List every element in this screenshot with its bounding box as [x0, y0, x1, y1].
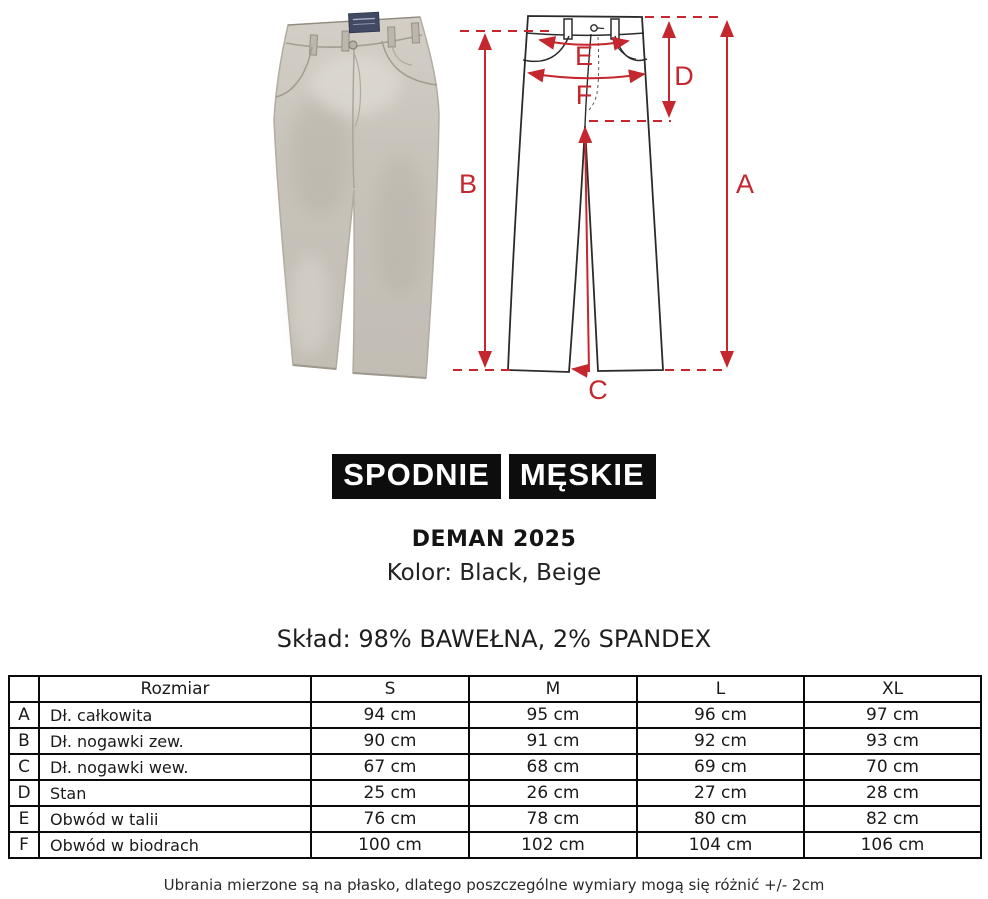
color-info: Kolor: Black, Beige	[386, 560, 602, 586]
value-cell: 104 cm	[637, 832, 804, 858]
size-table-header-row	[9, 676, 981, 702]
label-F: F	[575, 80, 593, 110]
row-name: Stan	[39, 780, 311, 806]
value-cell: 26 cm	[469, 780, 637, 806]
jeans-brand-label	[349, 12, 380, 33]
value-cell: 67 cm	[311, 754, 469, 780]
value-cell: 70 cm	[804, 754, 981, 780]
value-cell: 76 cm	[311, 806, 469, 832]
value-cell: 106 cm	[804, 832, 981, 858]
label-D: D	[674, 61, 694, 91]
value-cell: 100 cm	[311, 832, 469, 858]
header-size-xl: XL	[804, 676, 981, 702]
value-cell: 91 cm	[469, 728, 637, 754]
jeans-button	[349, 41, 357, 49]
row-name: Dł. nogawki wew.	[39, 754, 311, 780]
value-cell: 102 cm	[469, 832, 637, 858]
header-size-s: S	[311, 676, 469, 702]
header-rozmiar: Rozmiar	[39, 676, 311, 702]
composition-info: Skład: 98% BAWEŁNA, 2% SPANDEX	[276, 625, 712, 653]
button-mark	[591, 25, 597, 31]
row-name: Obwód w talii	[39, 806, 311, 832]
label-B: B	[458, 169, 478, 199]
row-name: Obwód w biodrach	[39, 832, 311, 858]
row-name: Dł. całkowita	[39, 702, 311, 728]
model-name: DEMAN 2025	[411, 527, 577, 552]
value-cell: 28 cm	[804, 780, 981, 806]
corner-cell	[9, 676, 39, 702]
row-name: Dł. nogawki zew.	[39, 728, 311, 754]
value-cell: 68 cm	[469, 754, 637, 780]
label-C: C	[588, 375, 608, 405]
value-cell: 78 cm	[469, 806, 637, 832]
measurement-diagram	[445, 0, 865, 420]
row-key: D	[9, 780, 39, 806]
table-row	[9, 728, 981, 754]
title-word-meskie: MĘSKIE	[509, 454, 656, 499]
row-key: E	[9, 806, 39, 832]
value-cell: 95 cm	[469, 702, 637, 728]
row-key: C	[9, 754, 39, 780]
row-key: A	[9, 702, 39, 728]
row-key: F	[9, 832, 39, 858]
product-photo-jeans	[250, 5, 465, 390]
row-key: B	[9, 728, 39, 754]
value-cell: 94 cm	[311, 702, 469, 728]
header-size-l: L	[637, 676, 804, 702]
arrow-F-hip	[529, 73, 644, 78]
table-row	[9, 806, 981, 832]
value-cell: 92 cm	[637, 728, 804, 754]
belt-loop-left	[564, 19, 572, 39]
value-cell: 93 cm	[804, 728, 981, 754]
table-row	[9, 780, 981, 806]
label-E: E	[574, 41, 594, 71]
header-size-m: M	[469, 676, 637, 702]
value-cell: 25 cm	[311, 780, 469, 806]
value-cell: 97 cm	[804, 702, 981, 728]
arrow-C-inner-leg	[573, 128, 589, 371]
value-cell: 27 cm	[637, 780, 804, 806]
table-row	[9, 832, 981, 858]
label-A: A	[735, 169, 755, 199]
title-word-spodnie: SPODNIE	[332, 454, 501, 499]
table-row	[9, 702, 981, 728]
page-title	[0, 454, 988, 499]
value-cell: 80 cm	[637, 806, 804, 832]
size-table	[8, 675, 982, 859]
value-cell: 69 cm	[637, 754, 804, 780]
table-row	[9, 754, 981, 780]
value-cell: 82 cm	[804, 806, 981, 832]
measurement-letters	[459, 41, 754, 405]
value-cell: 96 cm	[637, 702, 804, 728]
value-cell: 90 cm	[311, 728, 469, 754]
measurement-disclaimer: Ubrania mierzone są na płasko, dlatego poszczególne wymiary mogą się różnić +/- 2cm	[163, 876, 825, 894]
